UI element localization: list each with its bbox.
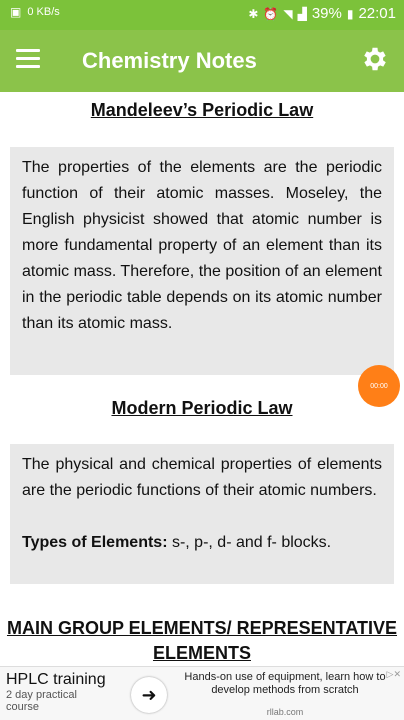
alarm-icon: ⏰ — [263, 6, 279, 21]
section-heading-modern: Modern Periodic Law — [111, 398, 293, 418]
mendeleev-paragraph: The properties of the elements are the periodic function of their atomic masses. Moseley, the English physicist showed that atomic number is more fundamental property of an element than its atomic mass. Therefore, the position of an element in the periodic table depends on its atomic number than its atomic mass. — [22, 159, 382, 332]
ad-banner[interactable] — [0, 666, 404, 720]
clock: 22:01 — [358, 5, 396, 22]
app-bar — [0, 30, 404, 92]
data-speed: 0 KB/s — [27, 6, 60, 18]
app-title: Chemistry Notes — [82, 48, 257, 73]
ad-text: Hands-on use of equipment, learn how to develop methods from scratch — [184, 671, 386, 696]
floating-timer-button[interactable]: 00:00 — [358, 365, 400, 407]
section-heading-main-group: MAIN GROUP ELEMENTS/ REPRESENTATIVE ELEMENTS — [6, 618, 398, 663]
types-value: s-, p-, d- and f- blocks. — [167, 534, 332, 551]
status-right — [248, 5, 396, 22]
ad-info-icon[interactable]: ▷✕ — [386, 669, 401, 679]
ad-domain: rllab.com — [266, 707, 304, 717]
gear-icon[interactable] — [360, 44, 390, 74]
arrow-right-icon[interactable]: ➜ — [131, 677, 167, 713]
ad-title[interactable]: HPLC training — [6, 671, 106, 688]
battery-icon: ▮ — [346, 6, 354, 21]
types-of-elements — [22, 530, 382, 556]
status-left — [10, 6, 60, 18]
modern-paragraph: The physical and chemical properties of elements are the periodic functions of their atomic numbers. — [22, 456, 382, 499]
section-body-mendeleev — [10, 147, 394, 375]
menu-icon[interactable] — [16, 49, 40, 69]
wifi-icon: ◥ — [283, 6, 293, 21]
bluetooth-icon: ✱ — [248, 6, 259, 21]
status-bar — [0, 0, 404, 30]
notification-icon: ▣ — [10, 5, 22, 19]
ad-subtitle: 2 day practical course — [6, 689, 77, 713]
types-label: Types of Elements: — [22, 534, 168, 551]
section-heading-mendeleev: Mandeleev’s Periodic Law — [90, 100, 314, 120]
notes-content[interactable] — [0, 92, 404, 666]
section-body-modern — [10, 444, 394, 584]
signal-icon: ▟ — [297, 6, 307, 21]
battery-percent: 39% — [311, 5, 342, 22]
